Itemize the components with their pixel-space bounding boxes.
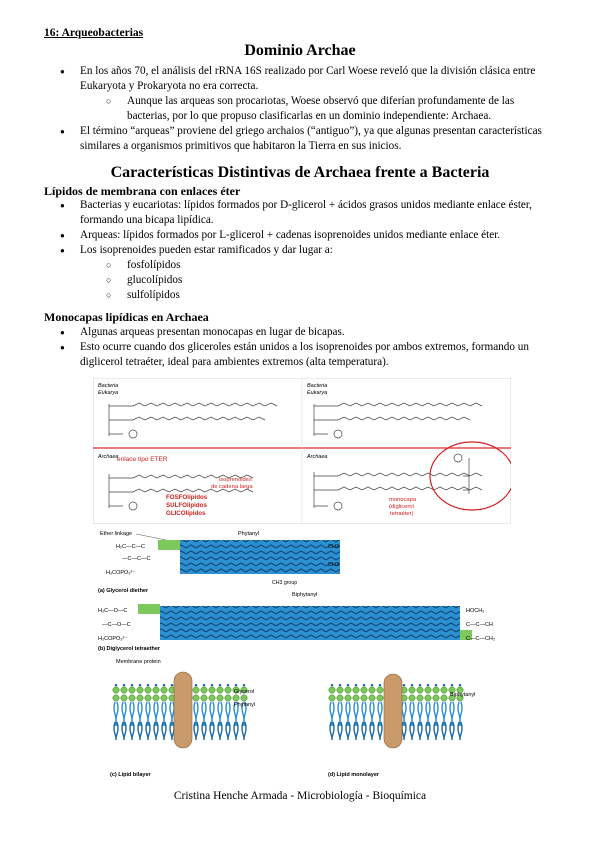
fig2-ether-linkage-label: Ether linkage [100, 531, 133, 537]
heading-monocapas: Monocapas lipídicas en Archaea [44, 310, 209, 324]
fig2-caption-c: (c) Lipid bilayer [110, 772, 151, 778]
fig2-membrane-protein-c [174, 672, 192, 748]
fig1-eukarya-label: Eukarya [98, 390, 119, 396]
chapter-heading: 16: Arqueobacterias [44, 27, 144, 39]
svg-text:C—C—CH: C—C—CH [466, 622, 493, 628]
fig2-caption-a: (a) Glycerol diether [98, 588, 149, 594]
fig2-ch3-bottom: CH3 [328, 562, 340, 568]
lipid-structure-comparison-figure [93, 378, 511, 524]
fig2-membrane-protein-d [384, 674, 402, 748]
fig1-bacteria-label-right: Bacteria [307, 383, 328, 389]
fig2-glycerol-label: Glycerol [234, 689, 255, 695]
bullet-arqueas-lipidos: ● Arqueas: lípidos formados por L-glicerol + cadenas isoprenoides unidos mediante enlace éter. [44, 228, 549, 243]
bullet-diglicerol-tetraeter: ● Esto ocurre cuando dos gliceroles están unidos a los isoprenoides por ambos extremos, formando un diglicerol tetraéter, ideal para ambientes extremos (alta temperatura). [44, 340, 549, 370]
fig2-phytanyl-label: Phytanyl [238, 531, 260, 537]
section-title-caracteristicas: Características Distintivas de Archaea frente a Bacteria [110, 164, 490, 181]
svg-text:—C—C—C: —C—C—C [122, 556, 151, 562]
fig1-bacteria-label: Bacteria [98, 383, 119, 389]
lipids-list [44, 198, 549, 303]
fig2-biphytanyl-label-d: Biphytanyl [450, 692, 476, 698]
sub-bullet-archaea-domain: ○ Aunque las arqueas son procariotas, Woese observó que diferían profundamente de las bacterias, por lo que propuso clasificarlas en un dominio independiente: Archaea. [44, 94, 549, 124]
fig1-lipid-type-fosfo: FOSFOlípidos [166, 494, 208, 501]
fig2-phytanyl-chain-a [180, 540, 340, 574]
page-footer: Cristina Henche Armada - Microbiología - Bioquímica [173, 790, 427, 802]
svg-text:H₂C—C—C: H₂C—C—C [116, 544, 146, 550]
sub-item-fosfolipidos: ○ fosfolípidos [44, 258, 549, 273]
fig2-ether-head-b-left [138, 604, 160, 614]
membrane-lipid-diagram [96, 526, 516, 780]
sub-item-sulfolipidos: ○ sulfolípidos [44, 288, 549, 303]
fig2-ch3-group-label: CH3 group [272, 580, 298, 586]
monolayer-list [44, 325, 549, 370]
section-title-dominio-archae: Dominio Archae [244, 42, 356, 59]
fig1-monolayer-annotation-1: monocapa [389, 497, 417, 503]
fig2-phytanyl-label-c: Phytanyl [234, 702, 256, 708]
bullet-woese-rrna: ● En los años 70, el análisis del rRNA 16S realizado por Carl Woese reveló que la división clásica entre Eukaryota y Prokaryota no era correcta. [44, 64, 549, 94]
sub-item-glucolipidos: ○ glucolípidos [44, 273, 549, 288]
svg-text:H₂COPO₃²⁻: H₂COPO₃²⁻ [98, 636, 128, 642]
fig1-archaea-label: Archaea [98, 454, 119, 460]
bullet-bacterias-eucariotas: ● Bacterias y eucariotas: lípidos formados por D-glicerol + ácidos grasos unidos mediante enlace éster, formando una bicapa lipídica. [44, 198, 549, 228]
svg-text:H₂C—O—C: H₂C—O—C [98, 608, 128, 614]
bullet-monocapas: ● Algunas arqueas presentan monocapas en lugar de bicapas. [44, 325, 549, 340]
fig2-biphytanyl-chain-b [160, 606, 460, 640]
fig1-monolayer-annotation-3: tetraéter) [390, 511, 414, 517]
fig1-eukarya-label-right: Eukarya [307, 390, 328, 396]
fig1-monolayer-annotation-2: (diglicerol [389, 504, 414, 510]
bullet-isoprenoides: ● Los isoprenoides pueden estar ramificados y dar lugar a: [44, 243, 549, 258]
svg-text:C—C—CH₂: C—C—CH₂ [466, 636, 496, 642]
fig2-ether-head-a [158, 540, 180, 550]
fig1-ether-annotation: enlace tipo ETER [117, 456, 168, 463]
heading-lipidos-eter: Lípidos de membrana con enlaces éter [44, 184, 241, 198]
fig2-membrane-protein-label: Membrane protein [116, 659, 161, 665]
svg-text:H₂COPO₃²⁻: H₂COPO₃²⁻ [106, 570, 136, 576]
fig1-isoprenoid-annotation-2: de cadena larga [211, 484, 253, 490]
fig1-lipid-type-sulfo: SULFOlípidos [166, 502, 207, 509]
fig1-archaea-label-right: Archaea [307, 454, 328, 460]
fig1-isoprenoid-annotation-1: isoprenoides [219, 477, 252, 483]
fig2-caption-b: (b) Diglycerol tetraether [98, 646, 161, 652]
svg-text:—C—O—C: —C—O—C [102, 622, 131, 628]
fig2-ch3-top: CH3 [328, 544, 340, 550]
bullet-archaios: ● El término “arqueas” proviene del griego archaios (“antiguo”), ya que algunas presentan características similares a organismos primitivos que habitaron la Tierra en sus inicios. [44, 124, 549, 154]
section1-list [44, 64, 549, 154]
fig2-caption-d: (d) Lipid monolayer [328, 772, 380, 778]
svg-text:HOCH₂: HOCH₂ [466, 608, 485, 614]
fig2-biphytanyl-label: Biphytanyl [292, 592, 318, 598]
fig1-lipid-type-glico: GLICOlípidos [166, 510, 206, 517]
